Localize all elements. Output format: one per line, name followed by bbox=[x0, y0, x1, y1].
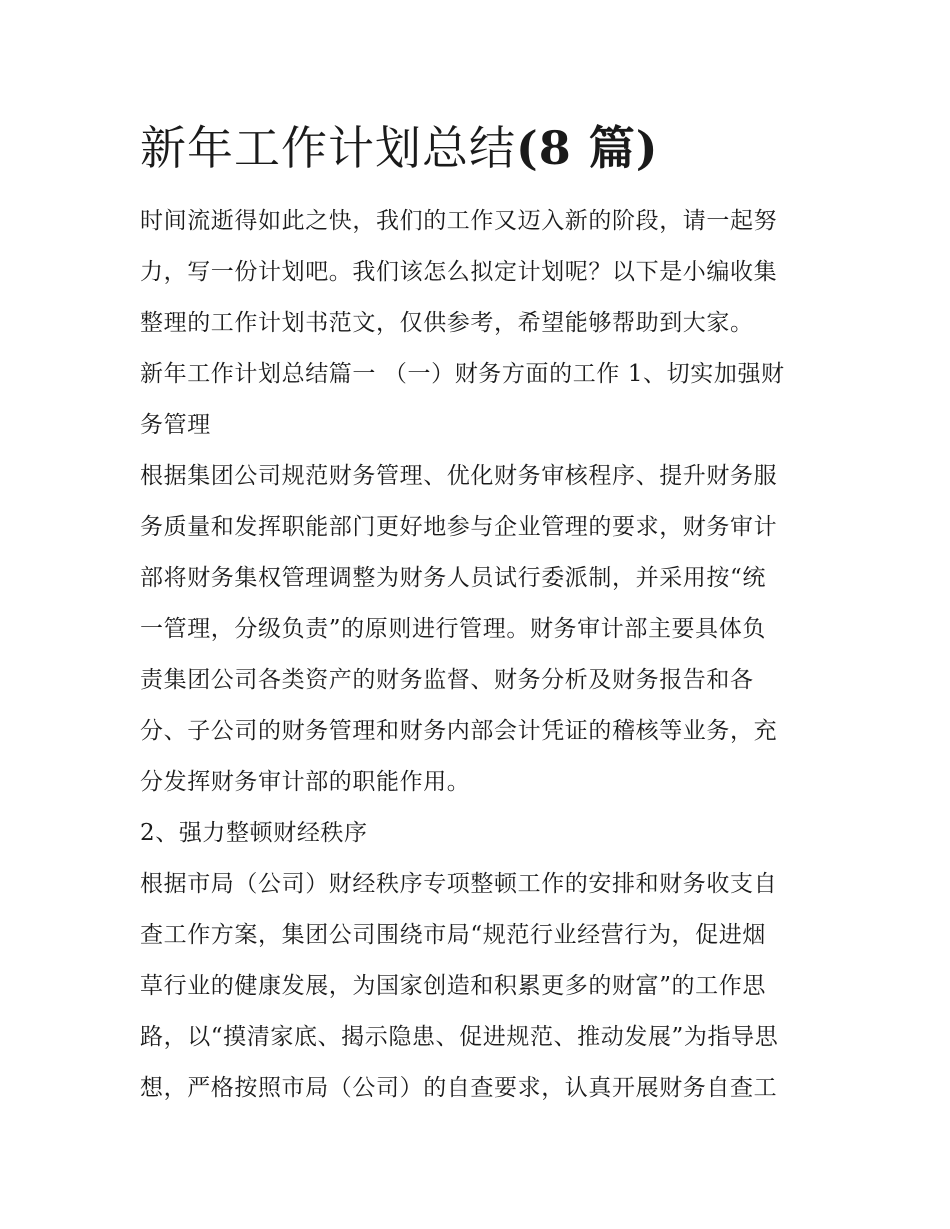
text-line: 部将财务集权管理调整为财务人员试行委派制，并采用按“统 bbox=[140, 565, 766, 591]
text-line: 分、子公司的财务管理和财务内部会计凭证的稽核等业务，充 bbox=[140, 718, 778, 744]
text-line: 务质量和发挥职能部门更好地参与企业管理的要求，财务审计 bbox=[140, 514, 778, 540]
text-line: 根据集团公司规范财务管理、优化财务审核程序、提升财务服 bbox=[140, 463, 778, 489]
text-line: 根据市局（公司）财经秩序专项整顿工作的安排和财务收支自 bbox=[140, 871, 778, 897]
section-heading-line: 2、强力整顿财经秩序 bbox=[140, 820, 368, 846]
text-line: 力，写一份计划吧。我们该怎么拟定计划呢？以下是小编收集 bbox=[140, 259, 778, 285]
text-line: 整理的工作计划书范文，仅供参考，希望能够帮助到大家。 bbox=[140, 310, 754, 336]
text-line: 责集团公司各类资产的财务监督、财务分析及财务报告和各 bbox=[140, 667, 754, 693]
text-line: 时间流逝得如此之快，我们的工作又迈入新的阶段，请一起努 bbox=[140, 208, 778, 234]
document-title bbox=[140, 118, 840, 178]
text-line: 草行业的健康发展，为国家创造和积累更多的财富”的工作思 bbox=[140, 973, 766, 999]
text-line: 路，以“摸清家底、揭示隐患、促进规范、推动发展”为指导思 bbox=[140, 1024, 779, 1050]
text-line: 一管理，分级负责”的原则进行管理。财务审计部主要具体负 bbox=[140, 616, 766, 642]
text-line: 分发挥财务审计部的职能作用。 bbox=[140, 769, 471, 795]
title-suffix: (8 篇) bbox=[516, 121, 659, 175]
section-heading-line: 新年工作计划总结篇一 （一）财务方面的工作 1、切实加强财 bbox=[140, 361, 785, 387]
document-body bbox=[140, 196, 812, 1114]
section-heading-line: 务管理 bbox=[140, 412, 211, 438]
text-line: 查工作方案，集团公司围绕市局“规范行业经营行为，促进烟 bbox=[140, 922, 766, 948]
title-main: 新年工作计划总结 bbox=[140, 121, 516, 175]
text-line: 想，严格按照市局（公司）的自查要求，认真开展财务自查工 bbox=[140, 1075, 778, 1101]
